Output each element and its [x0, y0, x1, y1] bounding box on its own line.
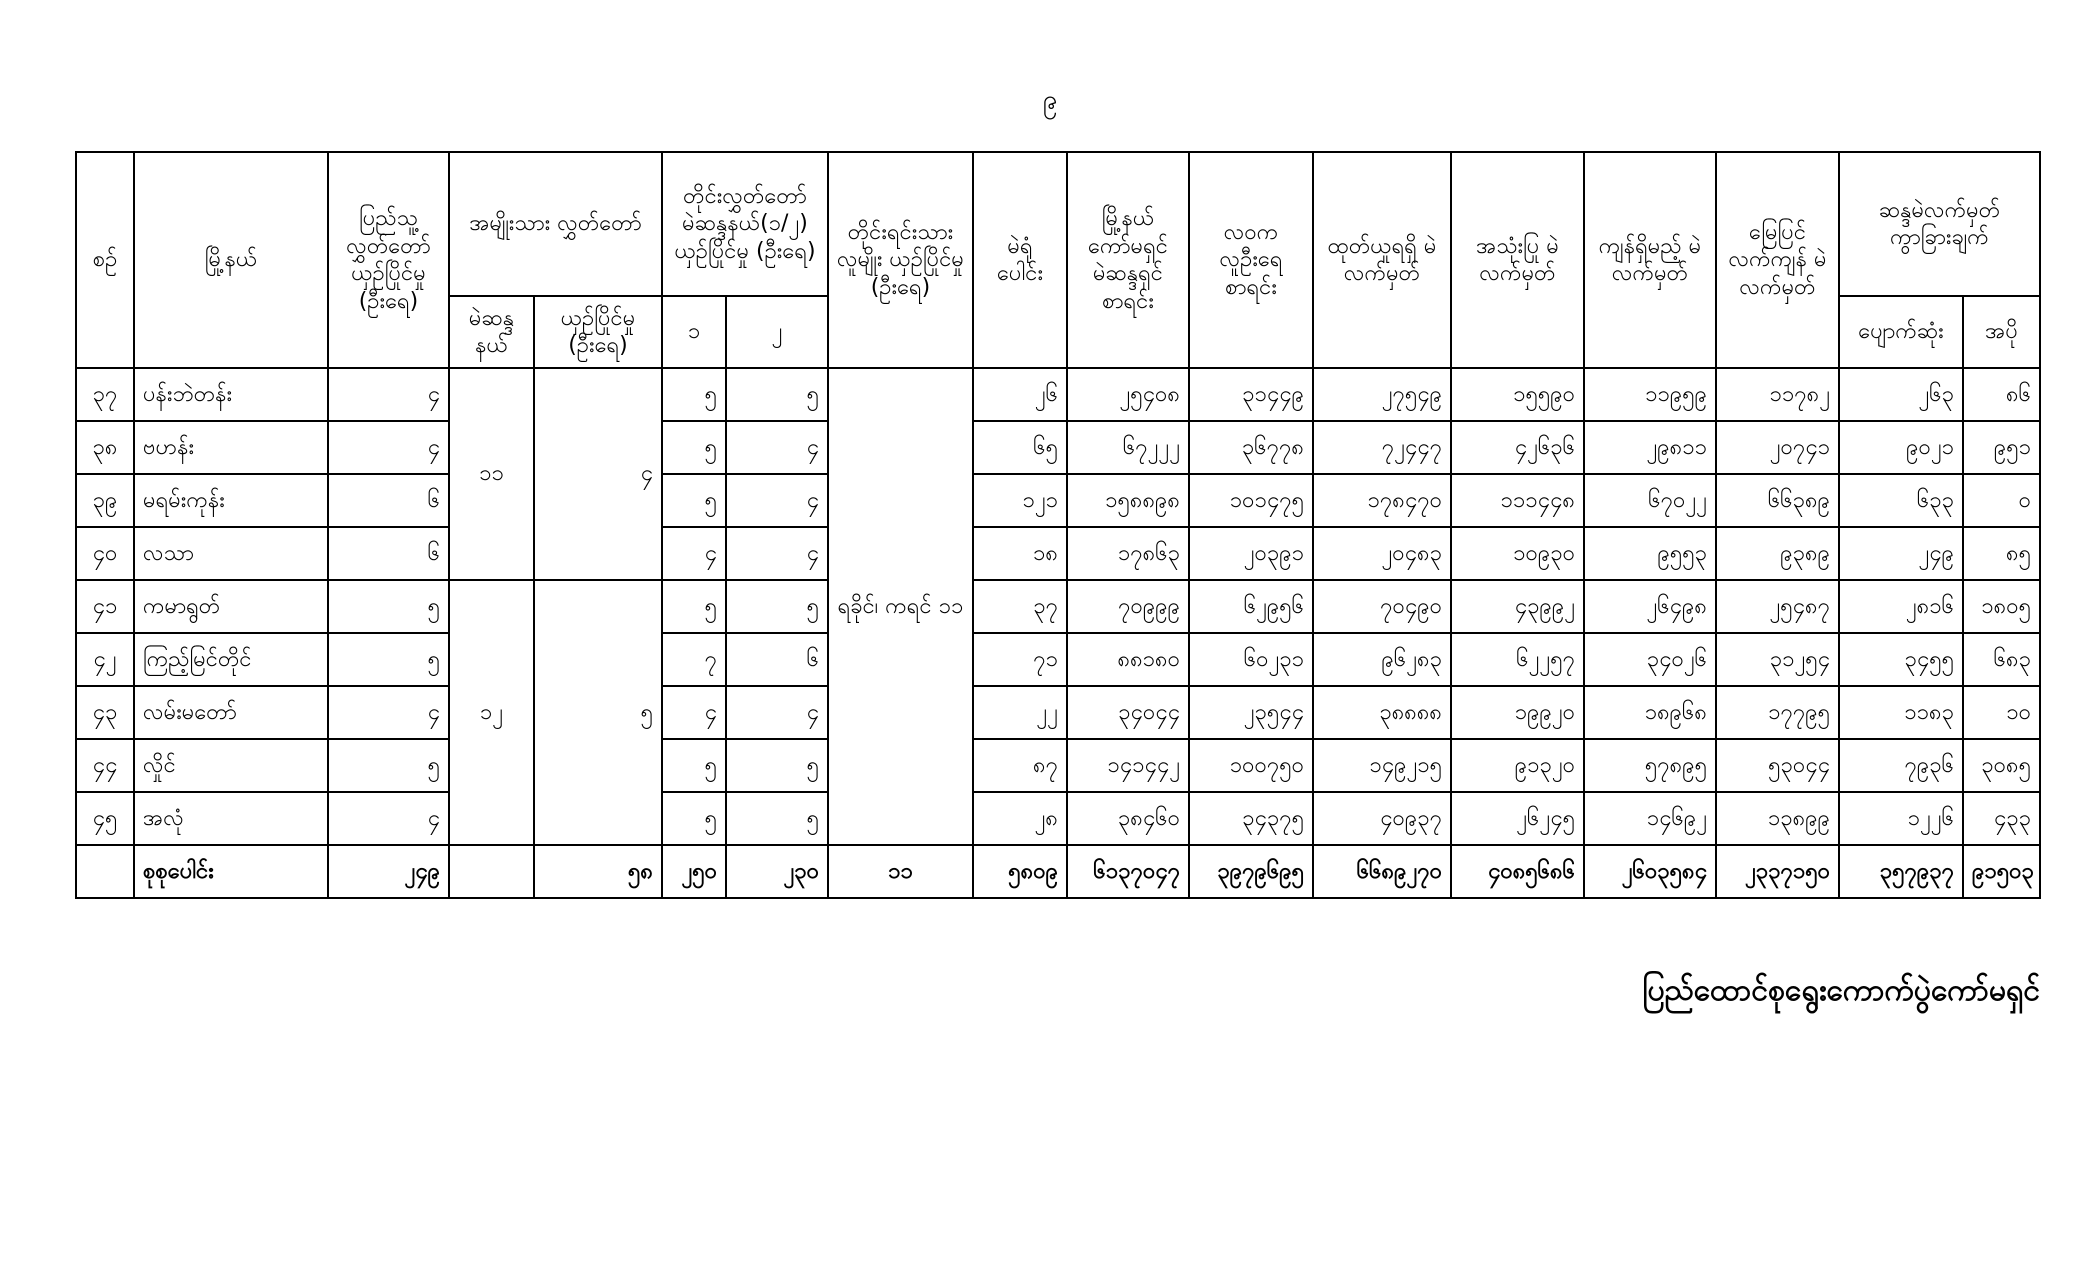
row-number: ၄၀: [76, 527, 134, 580]
cell-population: ၂၃၅၄၄: [1189, 686, 1313, 739]
cell-spare: ၉၃၈၉: [1716, 527, 1839, 580]
table-row: [76, 739, 2040, 792]
total-row: [76, 845, 2040, 898]
table-row: [76, 474, 2040, 527]
cell-used: ၂၆၂၄၅: [1451, 792, 1584, 845]
region-contest-2: ၅: [726, 368, 828, 421]
cell-spare: ၂၀၇၄၁: [1716, 421, 1839, 474]
township-name: ပန်းဘဲတန်း: [134, 368, 328, 421]
header-ballots-spare: မြေပြင် လက်ကျန် မဲလက်မှတ်: [1716, 152, 1839, 368]
cell-spare: ၁၇၇၉၅: [1716, 686, 1839, 739]
table-row: [76, 792, 2040, 845]
pyithu-contest: ၆: [328, 527, 449, 580]
pyithu-contest: ၆: [328, 474, 449, 527]
cell-voters: ၈၈၁၈၀: [1067, 633, 1189, 686]
cell-lost: ၂၄၉: [1839, 527, 1963, 580]
cell-polling: ၁၂၁: [973, 474, 1067, 527]
cell-polling: ၃၇: [973, 580, 1067, 633]
total-polling: ၅၈၀၉: [973, 845, 1067, 898]
cell-polling: ၈၇: [973, 739, 1067, 792]
cell-remaining: ၁၁၉၅၉: [1584, 368, 1716, 421]
table-row: [76, 686, 2040, 739]
amyotha-contest-group: ၄: [534, 368, 662, 580]
township-name: လှိုင်: [134, 739, 328, 792]
cell-excess: ၁၈၀၅: [1963, 580, 2040, 633]
cell-lost: ၇၉၃၆: [1839, 739, 1963, 792]
amyotha-constituency-group: ၁၂: [449, 580, 534, 845]
row-number: ၄၂: [76, 633, 134, 686]
pyithu-contest: ၅: [328, 633, 449, 686]
total-voters: ၆၁၃၇၀၄၇: [1067, 845, 1189, 898]
region-contest-1: ၅: [662, 739, 726, 792]
cell-population: ၆၂၉၅၆: [1189, 580, 1313, 633]
table-row: [76, 527, 2040, 580]
region-contest-1: ၄: [662, 686, 726, 739]
cell-voters: ၇၀၉၉၉: [1067, 580, 1189, 633]
cell-population: ၃၄၃၇၅: [1189, 792, 1313, 845]
township-name: ကမာရွတ်: [134, 580, 328, 633]
cell-polling: ၂၆: [973, 368, 1067, 421]
region-contest-2: ၄: [726, 686, 828, 739]
cell-spare: ၅၃၀၄၄: [1716, 739, 1839, 792]
cell-excess: ၆၈၃: [1963, 633, 2040, 686]
total-blank-cell: [76, 845, 134, 898]
header-amyotha: အမျိုးသား လွှတ်တော်: [449, 152, 662, 296]
cell-remaining: ၅၇၈၉၅: [1584, 739, 1716, 792]
township-name: မရမ်းကုန်း: [134, 474, 328, 527]
header-polling-stations: မဲရုံ ပေါင်း: [973, 152, 1067, 368]
cell-lost: ၃၄၅၅: [1839, 633, 1963, 686]
cell-voters: ၁၅၈၈၉၈: [1067, 474, 1189, 527]
header-pyithu: ပြည်သူ့ လွှတ်တော် ယှဉ်ပြိုင်မှု (ဦးရေ): [328, 152, 449, 368]
pyithu-contest: ၄: [328, 686, 449, 739]
header-ballot-difference: ဆန္ဒမဲလက်မှတ် ကွာခြားချက်: [1839, 152, 2040, 296]
cell-used: ၄၃၉၉၂: [1451, 580, 1584, 633]
township-name: လမ်းမတော်: [134, 686, 328, 739]
row-number: ၃၉: [76, 474, 134, 527]
row-number: ၄၄: [76, 739, 134, 792]
region-contest-1: ၇: [662, 633, 726, 686]
header-region-2: ၂: [726, 296, 828, 368]
region-contest-1: ၅: [662, 368, 726, 421]
cell-issued: ၂၀၄၈၃: [1313, 527, 1451, 580]
header-region: တိုင်းလွှတ်တော် မဲဆန္ဒနယ်(၁/၂) ယှဉ်ပြိုင်မှု (ဦးရေ): [662, 152, 828, 296]
total-remaining: ၂၆၀၃၅၈၄: [1584, 845, 1716, 898]
pyithu-contest: ၄: [328, 421, 449, 474]
header-lost: ပျောက်ဆုံး: [1839, 296, 1963, 368]
header-ballots-issued: ထုတ်ယူရရှိ မဲလက်မှတ်: [1313, 152, 1451, 368]
total-used: ၄၀၈၅၆၈၆: [1451, 845, 1584, 898]
cell-remaining: ၁၄၆၉၂: [1584, 792, 1716, 845]
cell-lost: ၂၈၁၆: [1839, 580, 1963, 633]
cell-population: ၃၆၇၇၈: [1189, 421, 1313, 474]
cell-excess: ၁၀: [1963, 686, 2040, 739]
cell-excess: ၀: [1963, 474, 2040, 527]
region-contest-2: ၄: [726, 421, 828, 474]
cell-excess: ၈၆: [1963, 368, 2040, 421]
cell-population: ၁၀၀၇၅၀: [1189, 739, 1313, 792]
total-amyotha_constituency: [449, 845, 534, 898]
cell-used: ၁၅၅၉၀: [1451, 368, 1584, 421]
table-row: [76, 368, 2040, 421]
region-contest-1: ၅: [662, 474, 726, 527]
region-contest-2: ၅: [726, 580, 828, 633]
township-name: ကြည့်မြင်တိုင်: [134, 633, 328, 686]
township-name: အလုံ: [134, 792, 328, 845]
cell-excess: ၄၃၃: [1963, 792, 2040, 845]
row-number: ၄၃: [76, 686, 134, 739]
cell-lost: ၁၂၂၆: [1839, 792, 1963, 845]
cell-issued: ၁၇၈၄၇၀: [1313, 474, 1451, 527]
cell-voters: ၁၄၁၄၄၂: [1067, 739, 1189, 792]
cell-population: ၃၁၄၄၉: [1189, 368, 1313, 421]
cell-remaining: ၃၄၀၂၆: [1584, 633, 1716, 686]
cell-population: ၂၀၃၉၁: [1189, 527, 1313, 580]
cell-used: ၁၉၉၂၀: [1451, 686, 1584, 739]
header-excess: အပို: [1963, 296, 2040, 368]
cell-issued: ၇၂၄၄၇: [1313, 421, 1451, 474]
header-amyotha-constituency: မဲဆန္ဒ နယ်: [449, 296, 534, 368]
table-body: [76, 368, 2040, 898]
cell-remaining: ၆၇၀၂၂: [1584, 474, 1716, 527]
cell-used: ၄၂၆၃၆: [1451, 421, 1584, 474]
cell-issued: ၂၇၅၄၉: [1313, 368, 1451, 421]
cell-spare: ၁၃၈၉၉: [1716, 792, 1839, 845]
row-number: ၃၇: [76, 368, 134, 421]
total-population: ၃၉၇၉၆၉၅: [1189, 845, 1313, 898]
total-region_2: ၂၃၀: [726, 845, 828, 898]
cell-excess: ၈၅: [1963, 527, 2040, 580]
row-number: ၃၈: [76, 421, 134, 474]
region-contest-2: ၆: [726, 633, 828, 686]
total-excess: ၉၁၅၀၃: [1963, 845, 2040, 898]
cell-lost: ၁၁၈၃: [1839, 686, 1963, 739]
township-name: လသာ: [134, 527, 328, 580]
total-region_1: ၂၅၀: [662, 845, 726, 898]
cell-polling: ၂၈: [973, 792, 1067, 845]
cell-polling: ၇၁: [973, 633, 1067, 686]
total-spare: ၂၃၃၇၁၅၀: [1716, 845, 1839, 898]
header-ethnic: တိုင်းရင်းသား လူမျိုး ယှဉ်ပြိုင်မှု (ဦးရေ): [828, 152, 973, 368]
region-contest-1: ၄: [662, 527, 726, 580]
header-ballots-remaining: ကျန်ရှိမည့် မဲလက်မှတ်: [1584, 152, 1716, 368]
township-name: ဗဟန်း: [134, 421, 328, 474]
cell-lost: ၉၀၂၁: [1839, 421, 1963, 474]
cell-voters: ၃၈၄၆၀: [1067, 792, 1189, 845]
pyithu-contest: ၄: [328, 368, 449, 421]
header-voter-list: မြို့နယ် ကော်မရှင် မဲဆန္ဒရှင် စာရင်း: [1067, 152, 1189, 368]
header-ballots-used: အသုံးပြု မဲလက်မှတ်: [1451, 152, 1584, 368]
header-amyotha-contest: ယှဉ်ပြိုင်မှု (ဦးရေ): [534, 296, 662, 368]
cell-population: ၆၀၂၃၁: [1189, 633, 1313, 686]
cell-lost: ၂၆၃: [1839, 368, 1963, 421]
total-ethnic: ၁၁: [828, 845, 973, 898]
header-population-list: လဝက လူဦးရေ စာရင်း: [1189, 152, 1313, 368]
total-amyotha_contest: ၅၈: [534, 845, 662, 898]
cell-spare: ၃၁၂၅၄: [1716, 633, 1839, 686]
cell-issued: ၉၆၂၈၃: [1313, 633, 1451, 686]
total-label: စုစုပေါင်း: [134, 845, 328, 898]
page-number: ၉: [1042, 85, 1058, 115]
cell-polling: ၁၈: [973, 527, 1067, 580]
header-no: စဉ်: [76, 152, 134, 368]
cell-spare: ၆၆၃၈၉: [1716, 474, 1839, 527]
region-contest-2: ၄: [726, 527, 828, 580]
region-contest-1: ၅: [662, 792, 726, 845]
pyithu-contest: ၄: [328, 792, 449, 845]
cell-spare: ၁၁၇၈၂: [1716, 368, 1839, 421]
cell-used: ၆၂၂၅၇: [1451, 633, 1584, 686]
header-township: မြို့နယ်: [134, 152, 328, 368]
pyithu-contest: ၅: [328, 580, 449, 633]
cell-population: ၁၀၁၄၇၅: [1189, 474, 1313, 527]
cell-used: ၁၁၁၄၄၈: [1451, 474, 1584, 527]
cell-remaining: ၁၈၉၆၈: [1584, 686, 1716, 739]
cell-remaining: ၂၉၈၁၁: [1584, 421, 1716, 474]
total-issued: ၆၆၈၉၂၇၀: [1313, 845, 1451, 898]
cell-remaining: ၉၅၅၃: [1584, 527, 1716, 580]
row-number: ၄၁: [76, 580, 134, 633]
cell-lost: ၆၃၃: [1839, 474, 1963, 527]
amyotha-contest-group: ၅: [534, 580, 662, 845]
cell-remaining: ၂၆၄၉၈: [1584, 580, 1716, 633]
table-row: [76, 580, 2040, 633]
cell-issued: ၃၈၈၈၈: [1313, 686, 1451, 739]
cell-voters: ၆၇၂၂၂: [1067, 421, 1189, 474]
cell-issued: ၄၀၉၃၇: [1313, 792, 1451, 845]
region-contest-2: ၄: [726, 474, 828, 527]
election-results-table: [75, 151, 2041, 899]
cell-polling: ၂၂: [973, 686, 1067, 739]
commission-signature: ပြည်ထောင်စုရွေးကောက်ပွဲကော်မရှင်: [1642, 973, 2040, 1008]
region-contest-2: ၅: [726, 739, 828, 792]
total-lost: ၃၅၇၉၃၇: [1839, 845, 1963, 898]
amyotha-constituency-group: ၁၁: [449, 368, 534, 580]
table-row: [76, 421, 2040, 474]
cell-voters: ၃၄၀၄၄: [1067, 686, 1189, 739]
cell-issued: ၁၄၉၂၁၅: [1313, 739, 1451, 792]
cell-spare: ၂၅၄၈၇: [1716, 580, 1839, 633]
region-contest-1: ၅: [662, 421, 726, 474]
cell-voters: ၂၅၄၀၈: [1067, 368, 1189, 421]
cell-used: ၉၁၃၂၀: [1451, 739, 1584, 792]
total-pyithu: ၂၄၉: [328, 845, 449, 898]
region-contest-1: ၅: [662, 580, 726, 633]
cell-used: ၁၀၉၃၀: [1451, 527, 1584, 580]
ethnic-contest-merged: ရခိုင်၊ ကရင် ၁၁: [828, 368, 973, 845]
cell-excess: ၉၅၁: [1963, 421, 2040, 474]
row-number: ၄၅: [76, 792, 134, 845]
cell-issued: ၇၀၄၉၀: [1313, 580, 1451, 633]
region-contest-2: ၅: [726, 792, 828, 845]
header-region-1: ၁: [662, 296, 726, 368]
pyithu-contest: ၅: [328, 739, 449, 792]
table-row: [76, 633, 2040, 686]
cell-voters: ၁၇၈၆၃: [1067, 527, 1189, 580]
cell-excess: ၃၀၈၅: [1963, 739, 2040, 792]
cell-polling: ၆၅: [973, 421, 1067, 474]
